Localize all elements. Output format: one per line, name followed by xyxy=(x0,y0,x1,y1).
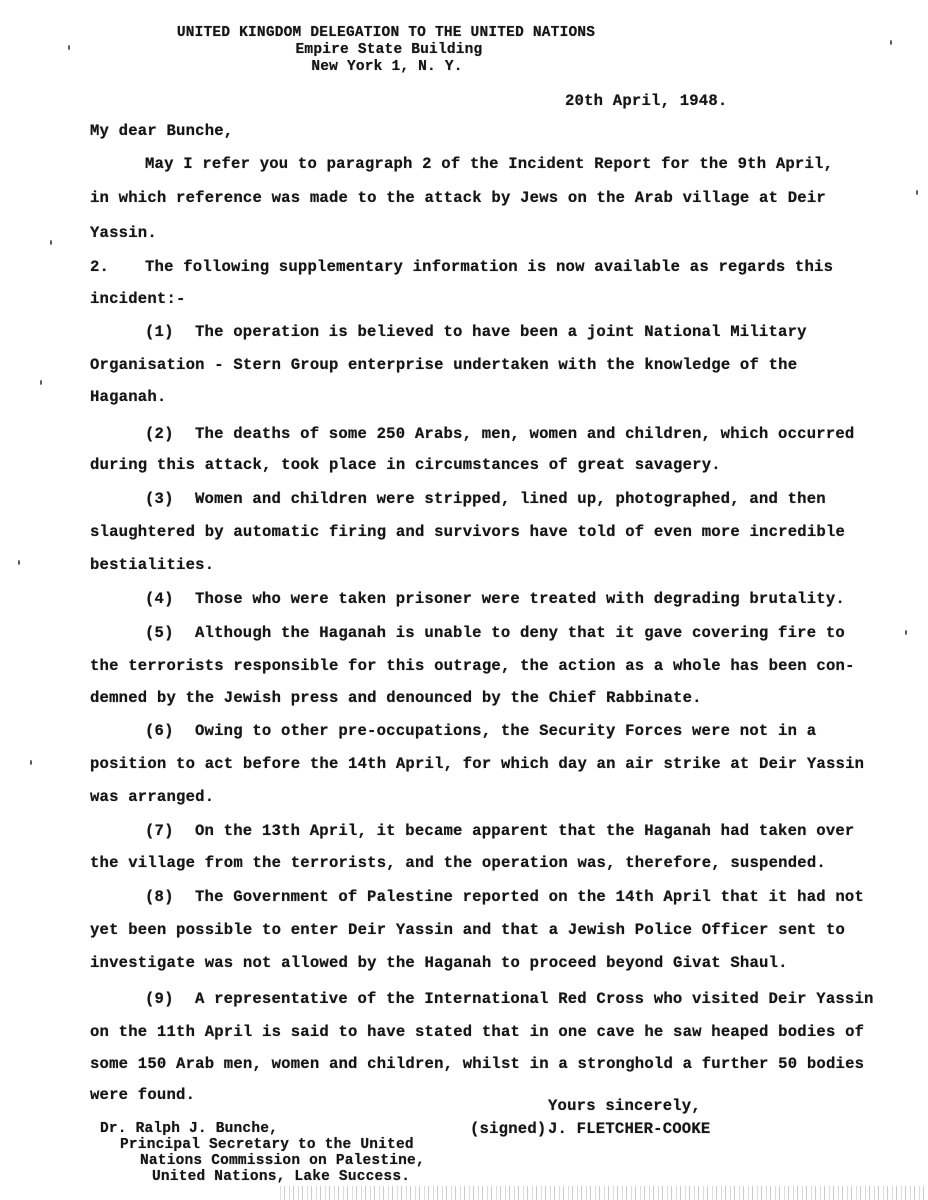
item-line: bestialities. xyxy=(90,556,215,574)
item-line: Haganah. xyxy=(90,388,167,406)
item-line: Women and children were stripped, lined up, photographed, and then xyxy=(195,490,826,508)
scan-speck xyxy=(916,190,918,195)
item-line: A representative of the International Red Cross who visited Deir Yassin xyxy=(195,990,874,1008)
scan-speck xyxy=(18,560,20,565)
body-line: Yassin. xyxy=(90,224,157,242)
body-line: in which reference was made to the attack by Jews on the Arab village at Deir xyxy=(90,189,826,207)
letterhead-city: New York 1, N. Y. xyxy=(311,59,463,75)
item-line: demned by the Jewish press and denounced by the Chief Rabbinate. xyxy=(90,689,702,707)
body-line: May I refer you to paragraph 2 of the Incident Report for the 9th April, xyxy=(145,155,834,173)
item-number: (2) xyxy=(145,425,174,443)
letter-date: 20th April, 1948. xyxy=(565,92,728,110)
item-line: investigate was not allowed by the Haganah to proceed beyond Givat Shaul. xyxy=(90,954,788,972)
item-line: The operation is believed to have been a joint National Military xyxy=(195,323,807,341)
item-line: The Government of Palestine reported on the 14th April that it had not xyxy=(195,888,865,906)
item-line: slaughtered by automatic firing and survivors have told of even more incredible xyxy=(90,523,846,541)
item-number: (5) xyxy=(145,624,174,642)
item-line: yet been possible to enter Deir Yassin and that a Jewish Police Officer sent to xyxy=(90,921,846,939)
item-number: (3) xyxy=(145,490,174,508)
addressee-line: Nations Commission on Palestine, xyxy=(140,1153,425,1169)
addressee-line: United Nations, Lake Success. xyxy=(152,1169,411,1185)
body-line: The following supplementary information is now available as regards this xyxy=(145,258,834,276)
item-line: the terrorists responsible for this outrage, the action as a whole has been con- xyxy=(90,657,855,675)
addressee-line: Principal Secretary to the United xyxy=(120,1137,414,1153)
scan-speck xyxy=(40,380,42,385)
item-line: Owing to other pre-occupations, the Security Forces were not in a xyxy=(195,722,817,740)
scan-speck xyxy=(50,240,52,245)
item-line: was arranged. xyxy=(90,788,215,806)
item-line: On the 13th April, it became apparent that the Haganah had taken over xyxy=(195,822,855,840)
item-number: (6) xyxy=(145,722,174,740)
paragraph-number: 2. xyxy=(90,258,110,276)
signed-note: (signed) xyxy=(470,1120,547,1138)
salutation: My dear Bunche, xyxy=(90,122,234,140)
scan-noise xyxy=(280,1186,928,1200)
item-line: The deaths of some 250 Arabs, men, women and children, which occurred xyxy=(195,425,855,443)
item-line: were found. xyxy=(90,1086,196,1104)
item-number: (4) xyxy=(145,590,174,608)
scan-speck xyxy=(68,45,70,50)
scan-speck xyxy=(905,630,907,635)
valediction: Yours sincerely, xyxy=(548,1097,701,1115)
letterhead-address: Empire State Building xyxy=(295,42,483,58)
addressee-line: Dr. Ralph J. Bunche, xyxy=(100,1121,279,1137)
item-line: Those who were taken prisoner were treated with degrading brutality. xyxy=(195,590,845,608)
item-line: some 150 Arab men, women and children, whilst in a stronghold a further 50 bodies xyxy=(90,1055,865,1073)
letterhead-title: UNITED KINGDOM DELEGATION TO THE UNITED NATIONS xyxy=(176,25,596,41)
item-number: (7) xyxy=(145,822,174,840)
item-line: position to act before the 14th April, for which day an air strike at Deir Yassin xyxy=(90,755,865,773)
item-line: Although the Haganah is unable to deny that it gave covering fire to xyxy=(195,624,845,642)
item-number: (1) xyxy=(145,323,174,341)
scan-speck xyxy=(30,760,32,765)
item-line: on the 11th April is said to have stated that in one cave he saw heaped bodies of xyxy=(90,1023,865,1041)
item-line: the village from the terrorists, and the operation was, therefore, suspended. xyxy=(90,854,826,872)
item-line: Organisation - Stern Group enterprise undertaken with the knowledge of the xyxy=(90,356,798,374)
scan-speck xyxy=(890,40,892,45)
item-number: (9) xyxy=(145,990,174,1008)
body-line: incident:- xyxy=(90,290,186,308)
item-line: during this attack, took place in circumstances of great savagery. xyxy=(90,456,721,474)
item-number: (8) xyxy=(145,888,174,906)
signatory-name: J. FLETCHER-COOKE xyxy=(548,1120,711,1138)
